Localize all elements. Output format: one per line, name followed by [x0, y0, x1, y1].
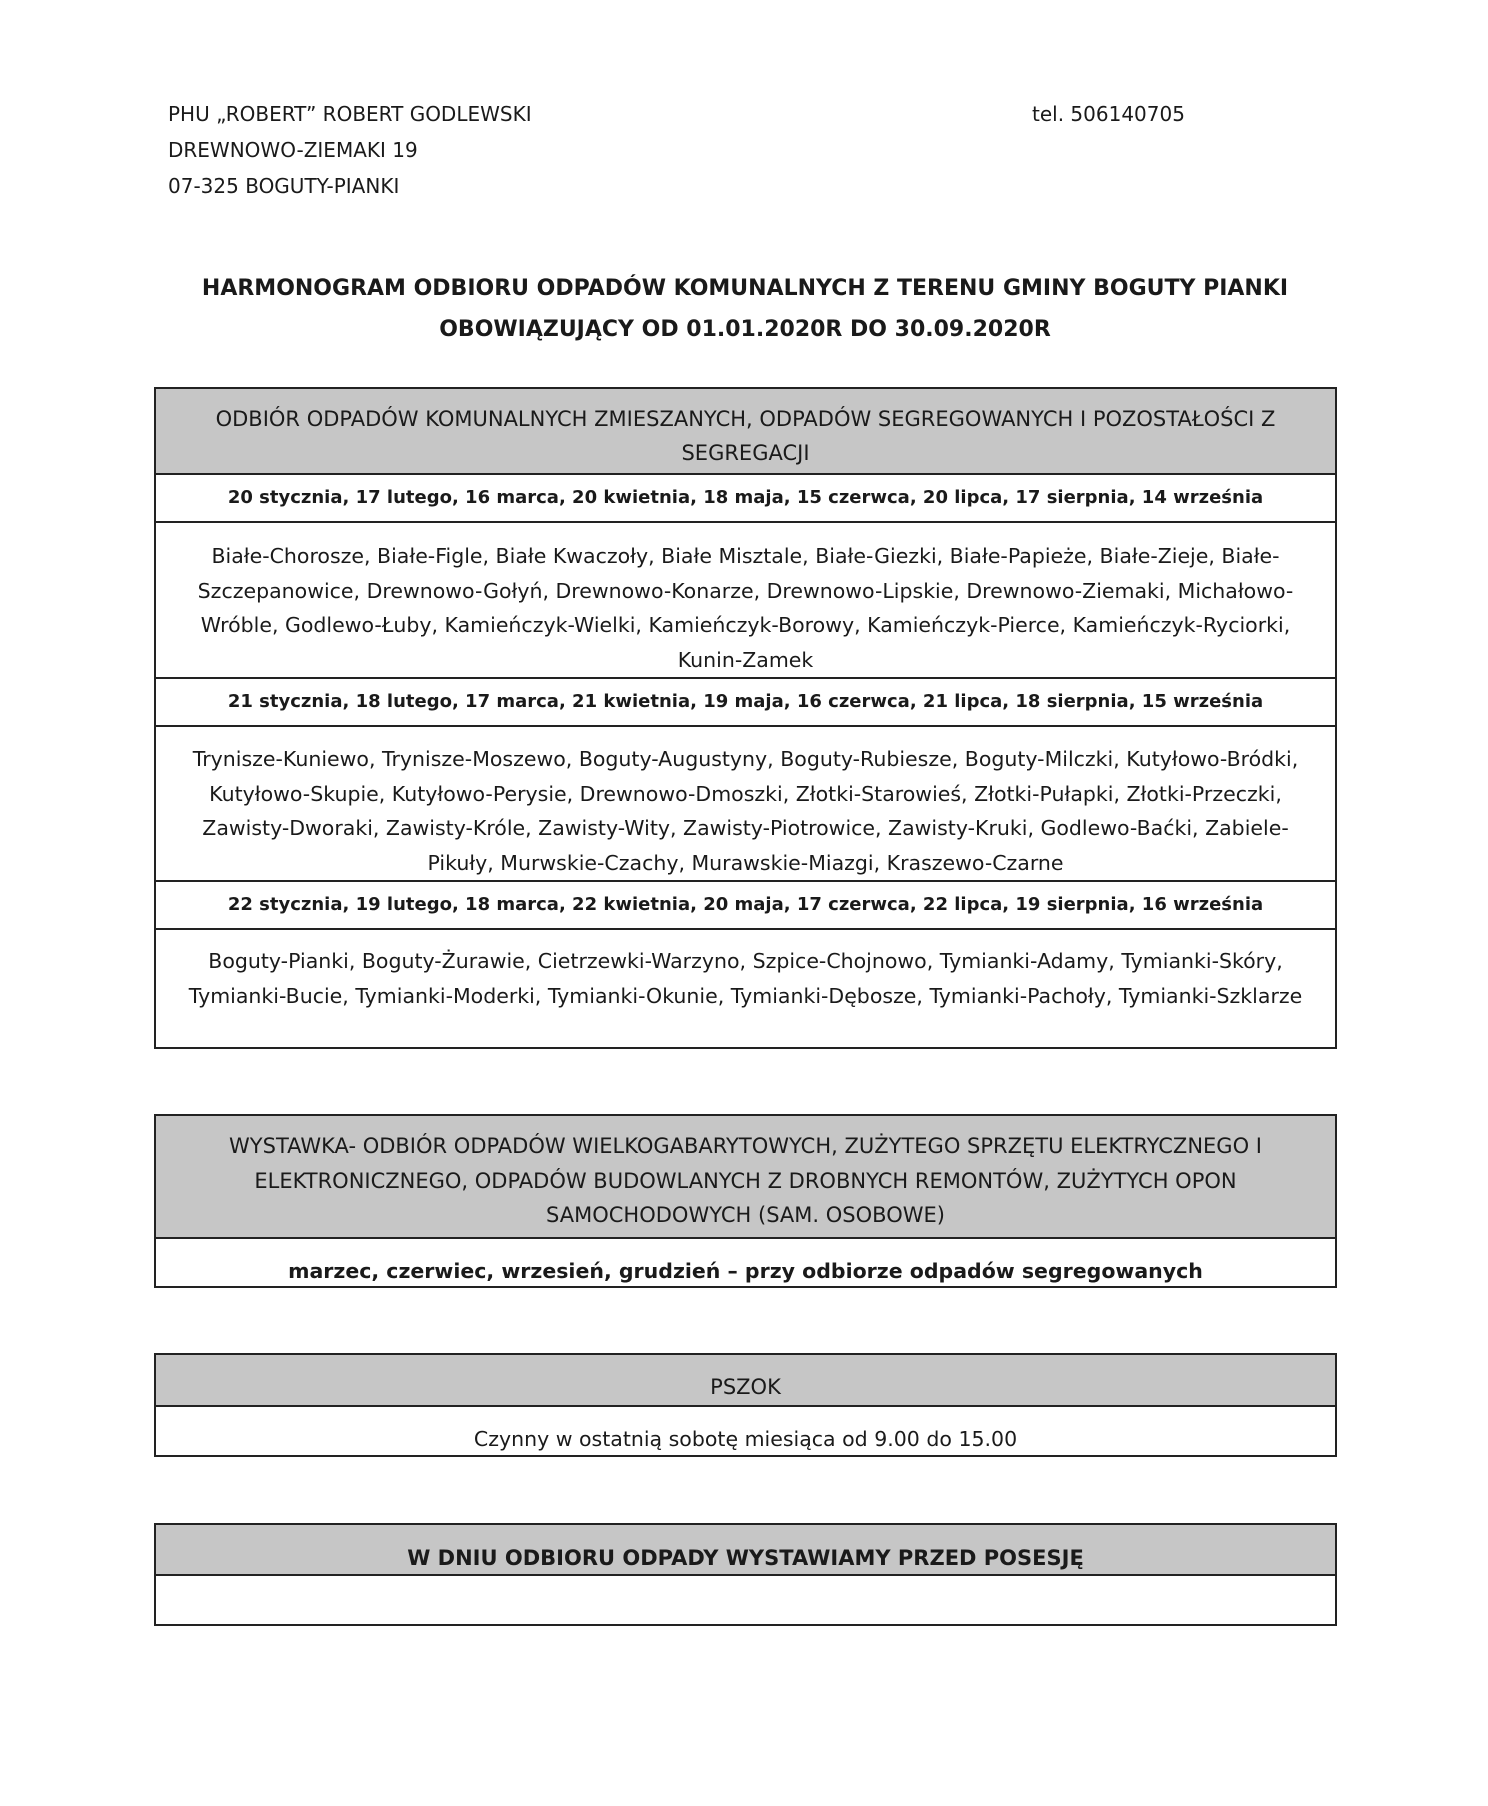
- schedule-header: ODBIÓR ODPADÓW KOMUNALNYCH ZMIESZANYCH, ODPADÓW SEGREGOWANYCH I POZOSTAŁOŚCI Z SEGREGACJI: [156, 389, 1335, 475]
- notice-table: [154, 1523, 1337, 1626]
- pszok-table: [154, 1353, 1337, 1457]
- bulky-waste-schedule: marzec, czerwiec, wrzesień, grudzień – przy odbiorze odpadów segregowanych: [288, 1259, 1203, 1283]
- title-line2: OBOWIĄZUJĄCY OD 01.01.2020R DO 30.09.2020R: [439, 317, 1051, 342]
- company-phone: tel. 506140705: [1032, 102, 1185, 126]
- company-header: [168, 96, 1188, 204]
- schedule-dates-group-3: 22 stycznia, 19 lutego, 18 marca, 22 kwietnia, 20 maja, 17 czerwca, 22 lipca, 19 sierpnia, 16 września: [156, 882, 1335, 930]
- schedule-dates-group-1: 20 stycznia, 17 lutego, 16 marca, 20 kwietnia, 18 maja, 15 czerwca, 20 lipca, 17 sierpnia, 14 września: [156, 475, 1335, 523]
- schedule-villages-group-2: Trynisze-Kuniewo, Trynisze-Moszewo, Boguty-Augustyny, Boguty-Rubiesze, Boguty-Milczki, Kutyłowo-Bródki, Kutyłowo-Skupie, Kutyłowo-Perysie, Drewnowo-Dmoszki, Złotki-Starowieś, Złotki-Pułapki, Złotki-Przeczki, Zawisty-Dworaki, Zawisty-Króle, Zawisty-Wity, Zawisty-Piotrowice, Zawisty-Kruki, Godlewo-Baćki, Zabiele-Pikuły, Murwskie-Czachy, Murawskie-Miazgi, Kraszewo-Czarne: [156, 727, 1335, 882]
- mixed-waste-schedule-table: [154, 387, 1337, 1049]
- pszok-hours: Czynny w ostatnią sobotę miesiąca od 9.00 do 15.00: [473, 1427, 1018, 1451]
- company-address-line1: DREWNOWO-ZIEMAKI 19: [168, 138, 418, 162]
- schedule-villages-group-3: Boguty-Pianki, Boguty-Żurawie, Cietrzewki-Warzyno, Szpice-Chojnowo, Tymianki-Adamy, Tymianki-Skóry, Tymianki-Bucie, Tymianki-Moderki, Tymianki-Okunie, Tymianki-Dębosze, Tymianki-Pachoły, Tymianki-Szklarze: [188, 949, 1303, 1008]
- title-line1: HARMONOGRAM ODBIORU ODPADÓW KOMUNALNYCH Z TERENU GMINY BOGUTY PIANKI: [201, 276, 1289, 301]
- bulky-waste-table: [154, 1114, 1337, 1288]
- document-title: [155, 268, 1335, 350]
- bulky-waste-header: WYSTAWKA- ODBIÓR ODPADÓW WIELKOGABARYTOWYCH, ZUŻYTEGO SPRZĘTU ELEKTRYCZNEGO I ELEKTRONICZNEGO, ODPADÓW BUDOWLANYCH Z DROBNYCH REMONTÓW, ZUŻYTYCH OPON SAMOCHODOWYCH (SAM. OSOBOWE): [156, 1116, 1335, 1239]
- schedule-villages-group-1: Białe-Chorosze, Białe-Figle, Białe Kwaczoły, Białe Misztale, Białe-Giezki, Białe-Papieże, Białe-Zieje, Białe-Szczepanowice, Drewnowo-Gołyń, Drewnowo-Konarze, Drewnowo-Lipskie, Drewnowo-Ziemaki, Michałowo-Wróble, Godlewo-Łuby, Kamieńczyk-Wielki, Kamieńczyk-Borowy, Kamieńczyk-Pierce, Kamieńczyk-Ryciorki, Kunin-Zamek: [156, 523, 1335, 679]
- schedule-dates-group-2: 21 stycznia, 18 lutego, 17 marca, 21 kwietnia, 19 maja, 16 czerwca, 21 lipca, 18 sierpnia, 15 września: [156, 679, 1335, 727]
- company-address-line2: 07-325 BOGUTY-PIANKI: [168, 174, 400, 198]
- notice-empty-row: [156, 1576, 1335, 1624]
- pszok-header: PSZOK: [156, 1355, 1335, 1407]
- company-name: PHU „ROBERT” ROBERT GODLEWSKI: [168, 102, 532, 126]
- notice-text: W DNIU ODBIORU ODPADY WYSTAWIAMY PRZED POSESJĘ: [156, 1525, 1335, 1576]
